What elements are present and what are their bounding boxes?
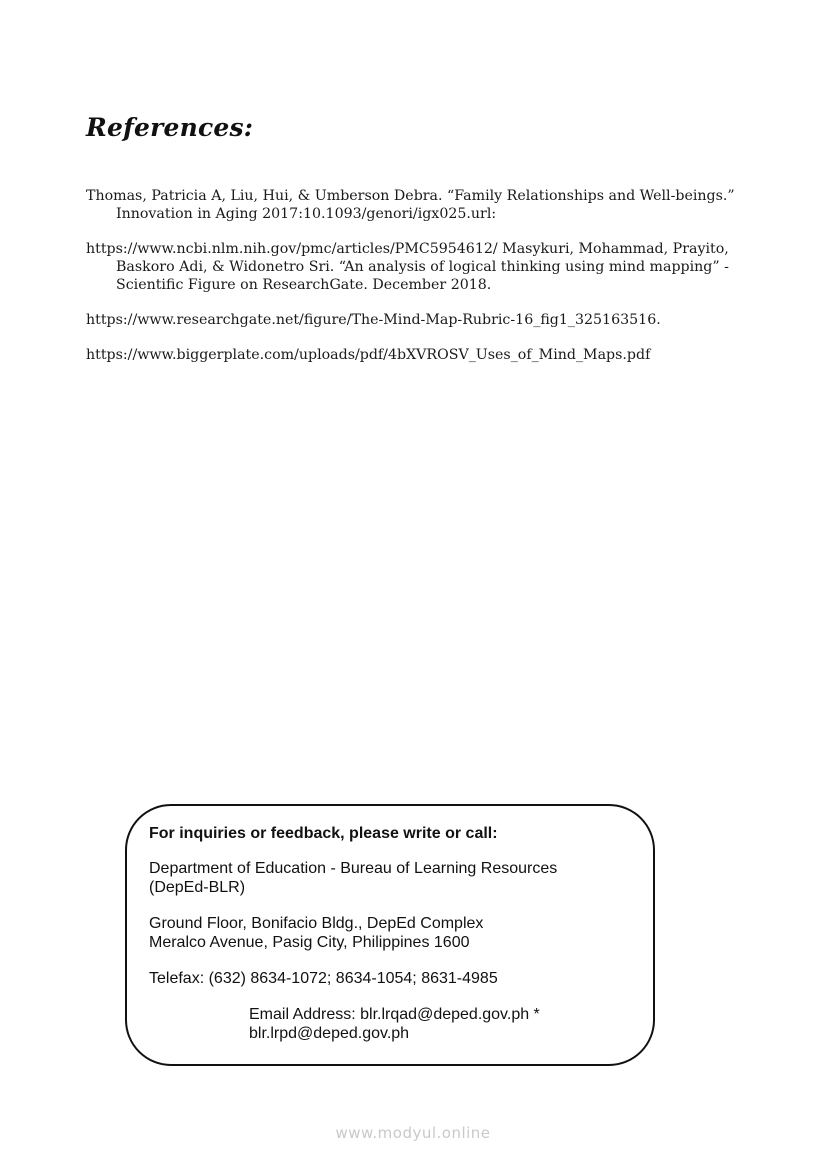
reference-text: Thomas, Patricia A, Liu, Hui, & Umberson Debra. “Family Relationships and Well-beings.” Innovation in Aging 2017:10.1093/genori/igx025.url: [86, 188, 735, 222]
department-line: Department of Education - Bureau of Learning Resources [149, 860, 558, 877]
contact-content [149, 824, 619, 1043]
reference-entry [86, 240, 736, 294]
reference-entry [86, 187, 736, 223]
footer-watermark: www.modyul.online [335, 1124, 491, 1142]
address-line: Meralco Avenue, Pasig City, Philippines 1600 [149, 934, 470, 951]
reference-text: https://www.ncbi.nlm.nih.gov/pmc/articles/PMC5954612/ Masykuri, Mohammad, Prayito, Baskoro Adi, & Widonetro Sri. “An analysis of logical thinking using mind mapping” - Scientific Figure on ResearchGate. December 2018. [86, 241, 729, 293]
contact-heading: For inquiries or feedback, please write or call: [149, 825, 498, 842]
department-block [149, 859, 619, 897]
references-list [86, 187, 736, 381]
reference-entry [86, 311, 736, 329]
email-block [149, 1005, 619, 1043]
references-heading: References: [86, 113, 254, 142]
department-abbrev: (DepEd-BLR) [149, 879, 246, 896]
contact-box [125, 804, 655, 1066]
telefax-line: Telefax: (632) 8634-1072; 8634-1054; 8631-4985 [149, 970, 498, 987]
address-block [149, 914, 619, 952]
reference-text: https://www.researchgate.net/figure/The-Mind-Map-Rubric-16_fig1_325163516. [86, 312, 661, 328]
reference-entry [86, 346, 736, 364]
reference-text: https://www.biggerplate.com/uploads/pdf/4bXVROSV_Uses_of_Mind_Maps.pdf [86, 347, 651, 363]
email-line: blr.lrpd@deped.gov.ph [249, 1025, 410, 1042]
address-line: Ground Floor, Bonifacio Bldg., DepEd Complex [149, 915, 484, 932]
email-line: Email Address: blr.lrqad@deped.gov.ph * [249, 1006, 540, 1023]
